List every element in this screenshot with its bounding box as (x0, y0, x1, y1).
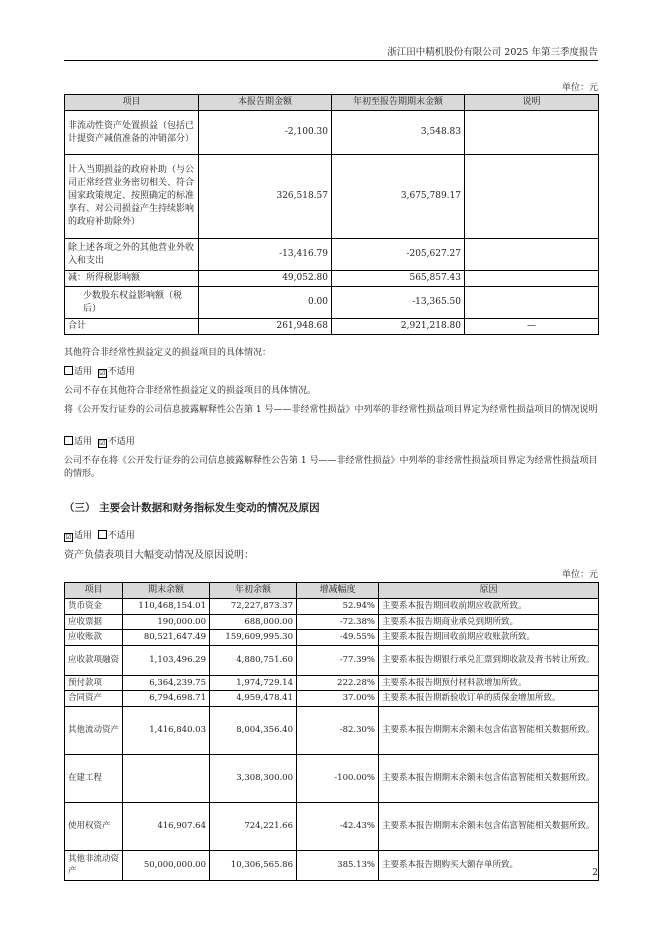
row-current: 326,518.57 (199, 155, 332, 239)
row-change: 385.13% (297, 850, 379, 880)
row-ytd: 3,548.83 (332, 111, 465, 155)
row-reason: 主要系本报告期购买大额存单所致。 (379, 850, 599, 880)
row-note (465, 155, 599, 239)
col-header: 增减幅度 (297, 583, 379, 599)
row-note (465, 271, 599, 287)
col-header: 项目 (65, 583, 123, 599)
row-current: -2,100.30 (199, 111, 332, 155)
na-label: 不适用 (107, 531, 135, 541)
row-note (465, 287, 599, 319)
apply-label: 适用 (74, 531, 93, 541)
row-item: 除上述各项之外的其他营业外收入和支出 (65, 239, 199, 271)
row-reason: 主要系本报告期商业承兑到期所致。 (379, 614, 599, 630)
col-header: 年初至报告期期末金额 (332, 95, 465, 111)
unit-label: 单位：元 (561, 83, 598, 93)
row-change: 222.28% (297, 675, 379, 691)
row-begin: 688,000.00 (210, 614, 297, 630)
row-change: 37.00% (297, 691, 379, 707)
row-current: -13,416.79 (199, 239, 332, 271)
row-begin: 3,308,300.00 (210, 754, 297, 802)
no-other-items-text: 公司不存在其他符合非经常性损益定义的损益项目的具体情况。 (64, 386, 317, 396)
row-note: — (465, 319, 599, 335)
table-row (65, 239, 599, 271)
row-note (465, 239, 599, 271)
apply-label: 适用 (74, 437, 93, 447)
table-row (65, 691, 599, 707)
checkbox-na-checked: ☑ (99, 439, 106, 447)
table-row (65, 645, 599, 675)
row-item: 在建工程 (65, 754, 123, 802)
other-items-text: 其他符合非经常性损益定义的损益项目的具体情况： (64, 348, 272, 358)
applicability-row-1 (64, 366, 598, 379)
reclassification-text: 将《公开发行证券的公司信息披露解释性公告第 1 号——非经常性损益》中列举的非经常性损益项目界定为经常性损益项目的情况说明 (64, 405, 598, 415)
row-end: 50,000,000.00 (123, 850, 210, 880)
row-reason: 主要系本报告期回收前期应收账款所致。 (379, 630, 599, 646)
row-end: 1,416,840.03 (123, 706, 210, 754)
row-current: 49,052.80 (199, 271, 332, 287)
row-end: 80,521,647.49 (123, 630, 210, 646)
row-item: 应收票据 (65, 614, 123, 630)
row-current: 261,948.68 (199, 319, 332, 335)
row-item: 应收账款 (65, 630, 123, 646)
row-begin: 10,306,565.86 (210, 850, 297, 880)
col-header: 原因 (379, 583, 599, 599)
row-end: 110,468,154.01 (123, 599, 210, 615)
col-header: 本报告期金额 (199, 95, 332, 111)
checkbox-apply (64, 366, 73, 375)
checkbox-apply-checked: ☑ (65, 533, 72, 541)
row-reason: 主要系本报告期预付材料款增加所致。 (379, 675, 599, 691)
table-row (65, 754, 599, 802)
row-item: 少数股东权益影响额（税后） (65, 287, 199, 319)
apply-label: 适用 (74, 367, 93, 377)
section-title: （三） 主要会计数据和财务指标发生变动的情况及原因 (64, 502, 320, 514)
table-row (65, 599, 599, 615)
row-end: 6,794,698.71 (123, 691, 210, 707)
table-row (65, 850, 599, 880)
unit-label: 单位：元 (561, 570, 598, 580)
col-header: 项目 (65, 95, 199, 111)
na-label: 不适用 (107, 367, 135, 377)
balance-sheet-changes-table (64, 582, 599, 881)
row-change: -42.43% (297, 802, 379, 850)
checkbox-na (98, 530, 107, 539)
row-begin: 159,609,995.30 (210, 630, 297, 646)
row-begin: 4,880,751.60 (210, 645, 297, 675)
row-item: 其他流动资产 (65, 706, 123, 754)
row-item: 应收款项融资 (65, 645, 123, 675)
row-change: -82.30% (297, 706, 379, 754)
row-change: -100.00% (297, 754, 379, 802)
row-ytd: 2,921,218.80 (332, 319, 465, 335)
row-item: 使用权资产 (65, 802, 123, 850)
row-item: 其他非流动资产 (65, 850, 123, 880)
table-row-total (65, 319, 599, 335)
col-header: 年初余额 (210, 583, 297, 599)
row-begin: 4,959,478.41 (210, 691, 297, 707)
non-recurring-gains-table (64, 94, 599, 335)
row-begin: 1,974,729.14 (210, 675, 297, 691)
table-row (65, 630, 599, 646)
table-row (65, 802, 599, 850)
row-reason: 主要系本报告期回收前期应收款所致。 (379, 599, 599, 615)
no-reclassification-text: 公司不存在将《公开发行证券的公司信息披露解释性公告第 1 号——非经常性损益》中列举的非经常性损益项目界定为经常性损益项目的情形。 (64, 456, 598, 479)
row-end: 416,907.64 (123, 802, 210, 850)
table-row (65, 706, 599, 754)
balance-sheet-intro: 资产负债表项目大幅变动情况及原因说明： (64, 550, 254, 561)
row-change: -77.39% (297, 645, 379, 675)
row-begin: 72,227,873.37 (210, 599, 297, 615)
row-change: -49.55% (297, 630, 379, 646)
row-current: 0.00 (199, 287, 332, 319)
col-header: 说明 (465, 95, 599, 111)
row-end: 6,364,239.75 (123, 675, 210, 691)
row-item: 合同资产 (65, 691, 123, 707)
row-reason: 主要系本报告期期末余额未包含佑富智能相关数据所致。 (379, 706, 599, 754)
applicability-row-3 (64, 530, 598, 543)
checkbox-apply (64, 436, 73, 445)
na-label: 不适用 (107, 437, 135, 447)
row-item: 合计 (65, 319, 199, 335)
applicability-row-2 (64, 436, 598, 449)
col-header: 期末余额 (123, 583, 210, 599)
row-reason: 主要系本报告期期末余额未包含佑富智能相关数据所致。 (379, 754, 599, 802)
row-ytd: -205,627.27 (332, 239, 465, 271)
row-end (123, 754, 210, 802)
report-header: 浙江田中精机股份有限公司 2025 年第三季度报告 (387, 47, 598, 58)
row-note (465, 111, 599, 155)
table-row (65, 155, 599, 239)
checkbox-na-checked: ☑ (99, 369, 106, 377)
header-divider (64, 60, 598, 61)
row-change: -72.38% (297, 614, 379, 630)
table-row (65, 614, 599, 630)
row-item: 货币资金 (65, 599, 123, 615)
table-row (65, 111, 599, 155)
row-end: 1,103,496.29 (123, 645, 210, 675)
row-ytd: 3,675,789.17 (332, 155, 465, 239)
row-begin: 8,004,356.40 (210, 706, 297, 754)
row-reason: 主要系本报告期银行承兑汇票到期收款及背书转让所致。 (379, 645, 599, 675)
row-item: 减：所得税影响额 (65, 271, 199, 287)
row-ytd: -13,365.50 (332, 287, 465, 319)
row-item: 计入当期损益的政府补助（与公司正常经营业务密切相关、符合国家政策规定、按照确定的标准享有、对公司损益产生持续影响的政府补助除外） (65, 155, 199, 239)
row-change: 52.94% (297, 599, 379, 615)
page-number: 2 (592, 868, 598, 878)
row-item: 非流动性资产处置损益（包括已计提资产减值准备的冲销部分） (65, 111, 199, 155)
table-row (65, 675, 599, 691)
row-reason: 主要系本报告期期末余额未包含佑富智能相关数据所致。 (379, 802, 599, 850)
table-row (65, 271, 599, 287)
row-begin: 724,221.66 (210, 802, 297, 850)
row-item: 预付款项 (65, 675, 123, 691)
row-ytd: 565,857.43 (332, 271, 465, 287)
row-end: 190,000.00 (123, 614, 210, 630)
table-row (65, 287, 599, 319)
row-reason: 主要系本报告期新验收订单的质保金增加所致。 (379, 691, 599, 707)
